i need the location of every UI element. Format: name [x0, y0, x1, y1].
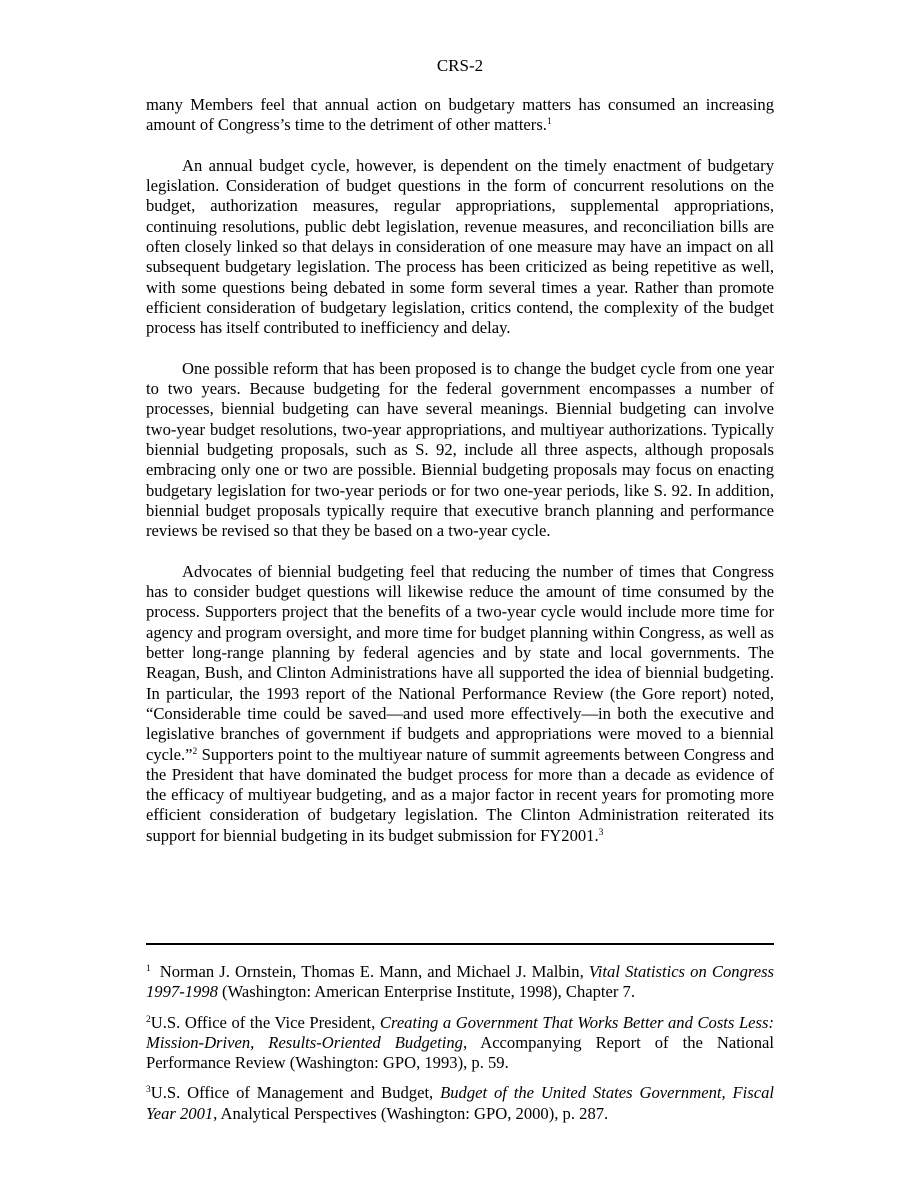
footnote-1 [146, 962, 774, 1003]
paragraph-1 [146, 95, 774, 136]
footnote-3-title: Budget of the United States Government, Fiscal Year 2001 [146, 1083, 774, 1123]
footnote-3-post: , Analytical Perspectives (Washington: GPO, 2000), p. 287. [213, 1103, 609, 1123]
page-header: CRS-2 [436, 56, 484, 75]
paragraph-2: An annual budget cycle, however, is dependent on the timely enactment of budgetary legislation. Consideration of budget questions in the form of concurrent resolutions on the budget, authorization measures, regular appropriations, supplemental appropriations, continuing resolutions, public debt legislation, revenue measures, and reconciliation bills are often closely linked so that delays in consideration of one measure may have an impact on all subsequent budgetary legislation. The process has been criticized as being repetitive as well, with some questions being debated in some form several times a year. Rather than promote efficient consideration of budgetary legislation, critics contend, the complexity of the budget process has itself contributed to inefficiency and delay. [146, 155, 774, 338]
footnote-ref-3[interactable]: 3 [598, 827, 604, 838]
paragraph-3: One possible reform that has been proposed is to change the budget cycle from one year to two years. Because budgeting for the federal government encompasses a number of processes, biennial budgeting can have several meanings. Biennial budgeting can involve two-year budget resolutions, two-year appropriations, and multiyear authorizations. Typically biennial budgeting proposals, such as S. 92, include all three aspects, although proposals embracing only one or two are possible. Biennial budgeting proposals may focus on enacting budgetary legislation for two-year periods or for two one-year periods, like S. 92. In addition, biennial budget proposals typically require that executive branch planning and performance reviews be revised so that they be based on a two-year cycle. [146, 358, 774, 541]
paragraph-1-text: many Members feel that annual action on budgetary matters has consumed an increasing amount of Congress’s time to the detriment of other matters. [146, 95, 774, 135]
footnotes [146, 962, 774, 1134]
footnote-1-title: Vital Statistics on Congress 1997-1998 [146, 962, 775, 1002]
paragraph-4-text-b: Supporters point to the multiyear nature of summit agreements between Congress and the President that have dominated the budget process for more than a decade as evidence of the efficacy of multiyear budgeting, and as a major factor in recent years for promoting more efficient consideration of budgetary legislation. The Clinton Administration reiterated its support for biennial budgeting in its budget submission for FY2001. [146, 744, 774, 845]
footnote-2-number: 2 [146, 1014, 151, 1025]
body-text [146, 95, 774, 866]
footnote-1-post: (Washington: American Enterprise Institute, 1998), Chapter 7. [217, 982, 636, 1002]
footnote-1-pre: Norman J. Ornstein, Thomas E. Mann, and Michael J. Malbin, [159, 962, 589, 981]
paragraph-4 [146, 562, 774, 846]
paragraph-4-text-a: Advocates of biennial budgeting feel that reducing the number of times that Congress has to consider budget questions will likewise reduce the amount of time consumed by the process. Supporters project that the benefits of a two-year cycle would include more time for agency and program oversight, and more time for budget planning within Congress, as well as better long-range planning by federal agencies and by state and local governments. The Reagan, Bush, and Clinton Administrations have all supported the idea of biennial budgeting. In particular, the 1993 report of the National Performance Review (the Gore report) noted, “Considerable time could be saved—and used more effectively—in both the executive and legislative branches of government if budgets and appropriations were moved to a biennial cycle.” [146, 561, 774, 764]
footnote-2-pre: U.S. Office of the Vice President, [150, 1012, 380, 1032]
footnote-ref-2[interactable]: 2 [192, 746, 198, 757]
footnote-3 [146, 1083, 774, 1124]
footnote-1-number: 1 [146, 964, 151, 974]
footnote-2-post: , Accompanying Report of the National Performance Review (Washington: GPO, 1993), p. 59. [146, 1032, 774, 1073]
footnote-divider [146, 943, 774, 945]
footnote-2-title: Creating a Government That Works Better and Costs Less: Mission-Driven, Results-Oriented Budgeting [146, 1012, 774, 1052]
footnote-3-number: 3 [146, 1085, 151, 1096]
footnote-2 [146, 1013, 774, 1074]
footnote-ref-1[interactable]: 1 [546, 117, 552, 128]
footnote-3-pre: U.S. Office of Management and Budget, [150, 1083, 441, 1103]
